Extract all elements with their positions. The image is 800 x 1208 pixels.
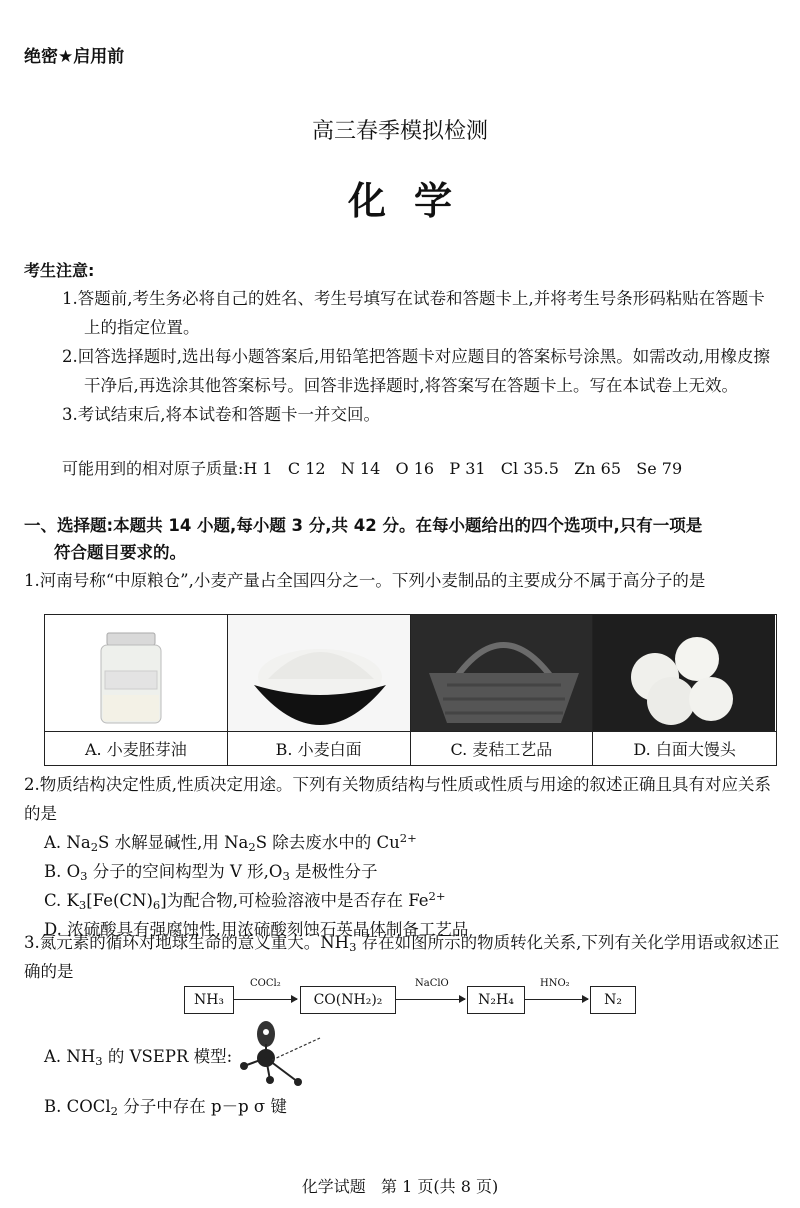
notice-heading: 考生注意: <box>24 261 95 280</box>
option-a-caption: A. 小麦胚芽油 <box>45 732 228 765</box>
question-3-option-b: B. COCl$_2$ 分子中存在 p－p σ 键 <box>44 1097 287 1118</box>
question-2-option-b: B. $O_3$ 分子的空间构型为 V 形$,O_3$ 是极性分子 <box>44 862 378 883</box>
conversion-flow-diagram <box>180 978 640 1018</box>
bottle-of-oil-image <box>45 615 228 732</box>
question-1-image-table <box>44 614 777 766</box>
option-d-caption: D. 白面大馒头 <box>633 740 736 759</box>
reagent-label: HNO₂ <box>540 978 570 989</box>
section-heading-line2: 符合题目要求的。 <box>54 543 186 562</box>
atomic-masses: 可能用到的相对原子质量:H 1 C 12 N 14 O 16 P 31 Cl 35.5 Zn 65 Se 79 <box>62 459 683 478</box>
flow-box-nh3: NH₃ <box>184 986 234 1014</box>
straw-woven-bag-image <box>411 615 594 732</box>
question-3-option-a: A. $NH_3$ 的 VSEPR 模型: <box>44 1047 233 1068</box>
flow-box-n2h4: N₂H₄ <box>467 986 525 1014</box>
confidential-label: 绝密★启用前 <box>24 47 125 67</box>
exam-title: 高三春季模拟检测 <box>311 119 488 144</box>
notice-item: 3.考试结束后,将本试卷和答题卡一并交回。 <box>62 405 380 424</box>
flow-arrow <box>395 999 465 1000</box>
question-2-option-c: C. $K_3[Fe(CN)_6]$为配合物,可检验溶液中是否存在 $Fe^{2+}$ <box>44 889 446 912</box>
question-2-option-a: A. $Na_2S$ 水解显碱性,用 $Na_2S$ 除去废水中的 $Cu^{2+}$ <box>44 831 417 854</box>
notice-item: 2.回答选择题时,选出每小题答案后,用铅笔把答题卡对应题目的答案标号涂黑。如需改动,用橡皮擦干净后,再选涂其他答案标号。回答非选择题时,将答案写在答题卡上。写在本试卷上无效。 <box>62 347 770 395</box>
option-c-caption: C. 麦秸工艺品 <box>411 732 594 765</box>
reagent-label: COCl₂ <box>250 978 281 989</box>
notice-item: 1.答题前,考生务必将自己的姓名、考生号填写在试卷和答题卡上,并将考生号条形码粘贴在答题卡上的指定位置。 <box>62 289 765 337</box>
steamed-buns-image <box>593 615 776 732</box>
section-heading <box>24 512 784 566</box>
flow-arrow <box>233 999 297 1000</box>
flow-box-n2: N₂ <box>590 986 636 1014</box>
question-2 <box>24 770 784 944</box>
page-footer: 化学试题 第 1 页(共 8 页) <box>301 1177 499 1196</box>
bowl-of-flour-image <box>228 615 411 732</box>
reagent-label: NaClO <box>415 978 449 989</box>
flow-arrow <box>524 999 588 1000</box>
flow-box-urea: CO(NH₂)₂ <box>300 986 396 1014</box>
question-2-option-d: D. 浓硫酸具有强腐蚀性,用浓硫酸刻蚀石英晶体制备工艺品 <box>44 920 469 939</box>
subject-title: 化学 <box>347 179 480 223</box>
section-heading-line1: 一、选择题:本题共 14 小题,每小题 3 分,共 42 分。在每小题给出的四个选项中,只有一项是 <box>24 516 703 535</box>
notice-list <box>62 284 777 429</box>
question-3-stem: 3.氮元素的循环对地球生命的意义重大。$NH_3$ 存在如图所示的物质转化关系,下列有关化学用语或叙述正确的是 <box>24 933 780 981</box>
question-2-stem: 2.物质结构决定性质,性质决定用途。下列有关物质结构与性质或性质与用途的叙述正确且具有对应关系的是 <box>24 775 771 823</box>
question-1-stem: 1.河南号称“中原粮仓”,小麦产量占全国四分之一。下列小麦制品的主要成分不属于高分子的是 <box>24 571 706 590</box>
vsepr-model-drawing <box>232 1020 332 1092</box>
option-b-caption: B. 小麦白面 <box>228 732 411 765</box>
